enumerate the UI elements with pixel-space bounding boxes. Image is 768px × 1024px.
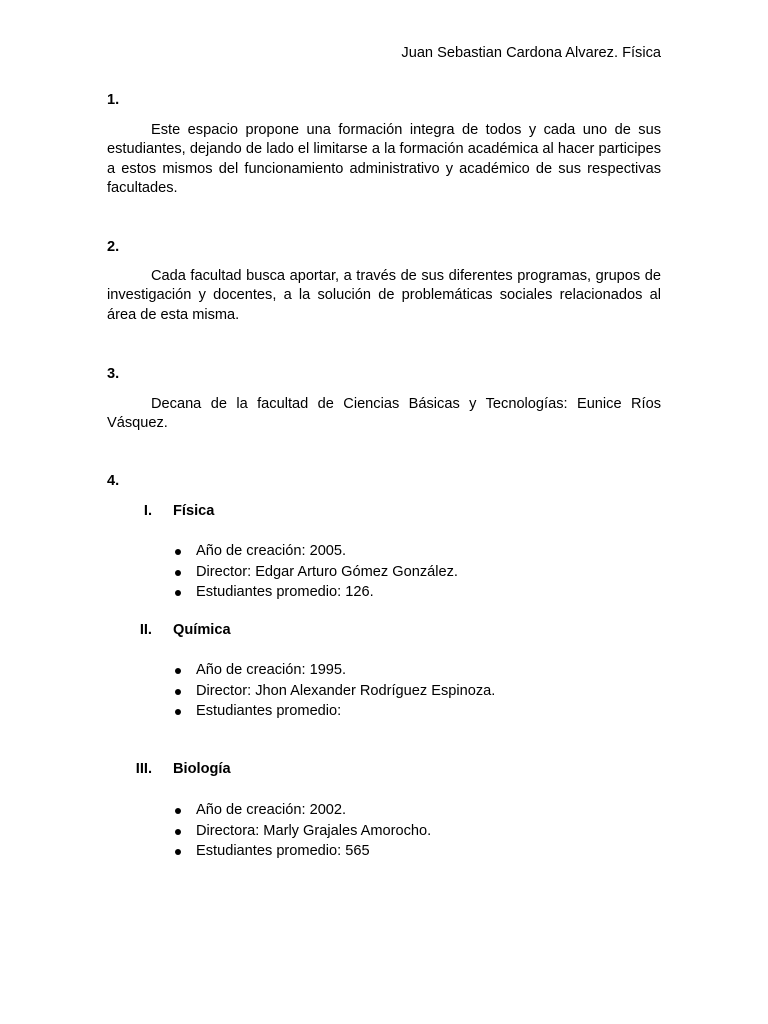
list-item: Estudiantes promedio: [173,701,495,722]
bullet-icon [175,590,181,596]
program-details-fisica [173,541,458,603]
program-title: Química [173,622,231,638]
bullet-icon [175,668,181,674]
section-number-4: 4. [107,473,120,489]
bullet-icon [175,709,181,715]
bullet-icon [175,689,181,695]
bullet-icon [175,570,181,576]
list-item: Año de creación: 1995. [173,660,495,681]
list-item: Director: Edgar Arturo Gómez González. [173,562,458,583]
list-item: Año de creación: 2005. [173,541,458,562]
section-number-2: 2. [107,239,120,255]
roman-numeral: I. [143,503,152,519]
list-item: Año de creación: 2002. [173,800,431,821]
list-item: Estudiantes promedio: 126. [173,582,458,603]
program-heading-quimica [107,622,661,642]
bullet-icon [175,849,181,855]
roman-numeral: III. [135,761,152,777]
document-header: Juan Sebastian Cardona Alvarez. Física [401,45,661,61]
section-text-2: Cada facultad busca aportar, a través de sus diferentes programas, grupos de investigación y docentes, a la solución de problemáticas sociales relacionados al área de esta misma. [107,268,661,323]
section-text-3: Decana de la facultad de Ciencias Básicas y Tecnologías: Eunice Ríos Vásquez. [107,396,661,432]
program-title: Física [173,503,215,519]
program-heading-fisica [107,503,661,523]
list-item: Estudiantes promedio: 565 [173,841,431,862]
bullet-icon [175,808,181,814]
section-number-1: 1. [107,92,120,108]
bullet-icon [175,829,181,835]
section-text-1: Este espacio propone una formación integra de todos y cada uno de sus estudiantes, dejando de lado el limitarse a la formación académica al hacer participes a estos mismos del funcionamiento administrativo y académico de sus respectivas facultades. [107,122,661,196]
section-number-3: 3. [107,366,120,382]
list-item: Director: Jhon Alexander Rodríguez Espinoza. [173,681,495,702]
roman-numeral: II. [139,622,152,638]
program-title: Biología [173,761,231,777]
program-details-quimica [173,660,495,722]
program-details-biologia [173,800,431,862]
program-heading-biologia [107,761,661,781]
bullet-icon [175,549,181,555]
list-item: Directora: Marly Grajales Amorocho. [173,821,431,842]
